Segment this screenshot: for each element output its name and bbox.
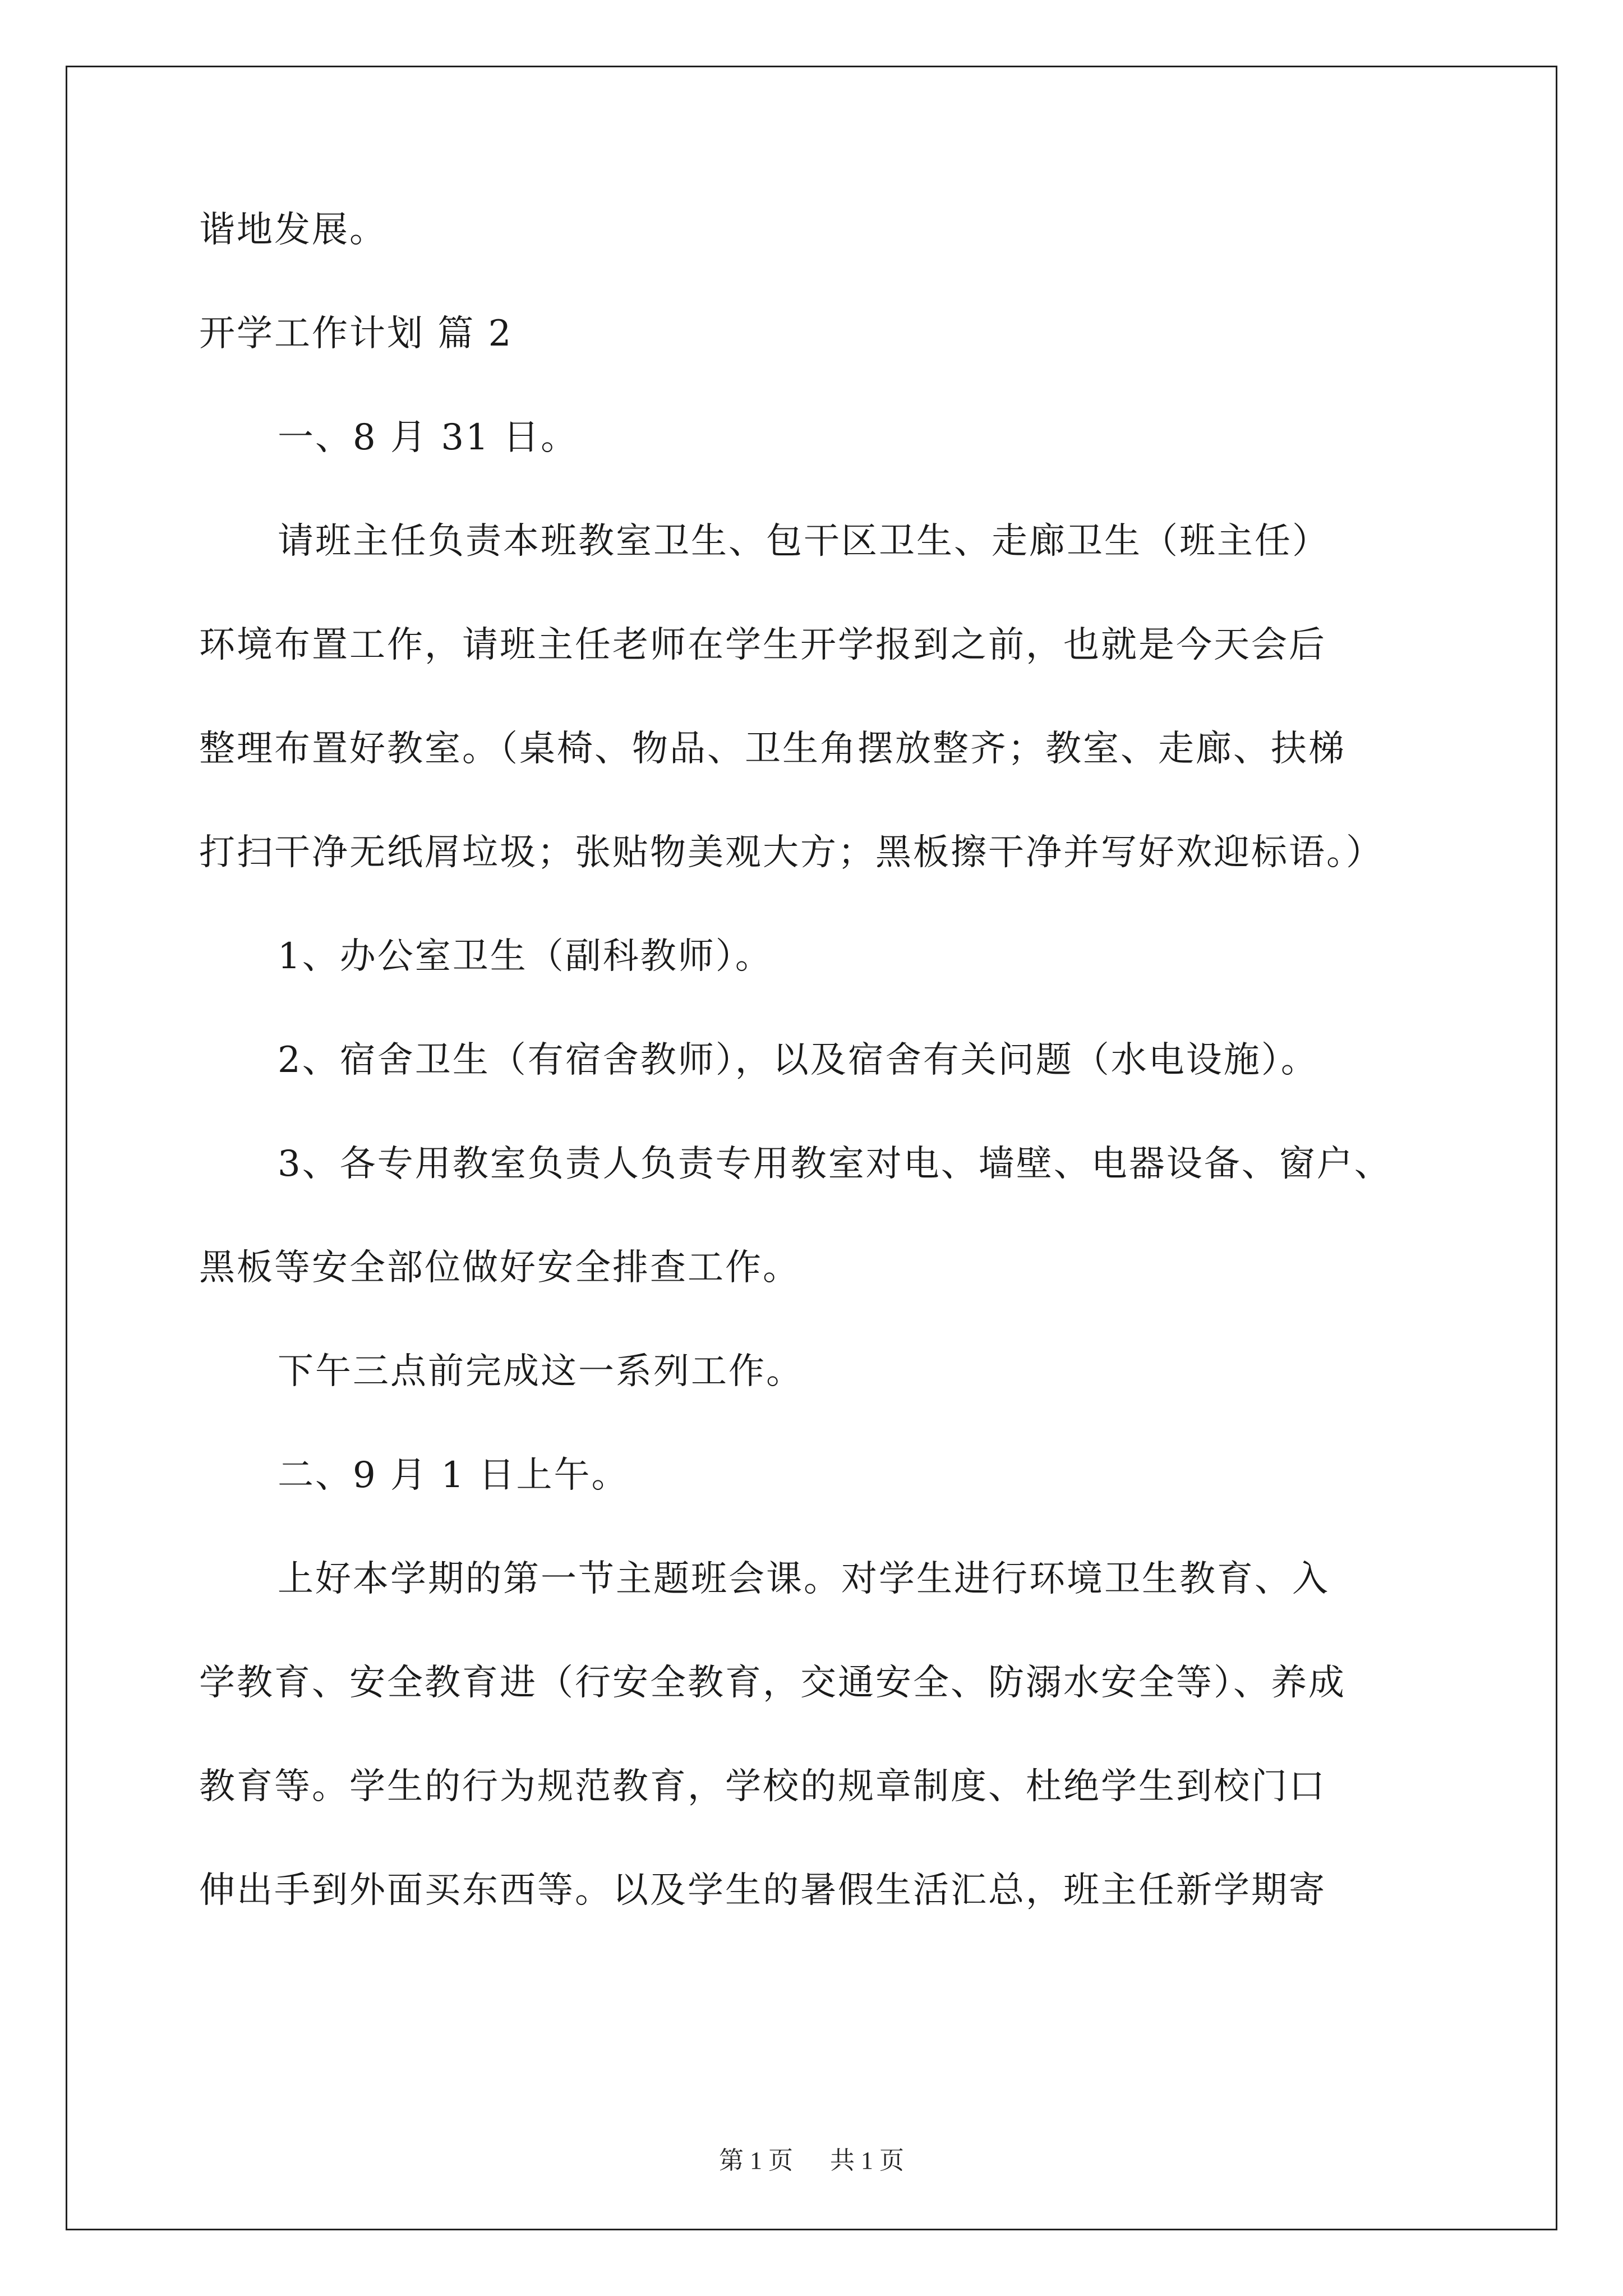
paragraph-line: 谐地发展。	[199, 209, 387, 251]
paragraph-line: 教育等。学生的行为规范教育，学校的规章制度、杜绝学生到校门口	[199, 1766, 1326, 1807]
page-footer	[0, 2140, 1623, 2176]
list-item: 2、宿舍卫生（有宿舍教师），以及宿舍有关问题（水电设施）。	[278, 1039, 1318, 1081]
paragraph-line: 请班主任负责本班教室卫生、包干区卫生、走廊卫生（班主任）	[278, 521, 1330, 562]
section-heading: 开学工作计划 篇 2	[199, 313, 513, 355]
list-item: 1、办公室卫生（副科教师）。	[278, 936, 773, 977]
paragraph-line: 伸出手到外面买东西等。以及学生的暑假生活汇总，班主任新学期寄	[199, 1870, 1326, 1911]
paragraph-line: 上好本学期的第一节主题班会课。对学生进行环境卫生教育、入	[278, 1558, 1330, 1600]
page-number: 第 1 页	[719, 2147, 793, 2174]
paragraph-line: 打扫干净无纸屑垃圾；张贴物美观大方；黑板擦干净并写好欢迎标语。）	[199, 832, 1384, 873]
paragraph-line: 整理布置好教室。（桌椅、物品、卫生角摆放整齐；教室、走廊、扶梯	[199, 728, 1346, 770]
list-heading: 二、9 月 1 日上午。	[278, 1455, 629, 1496]
document-body	[199, 202, 1427, 1966]
paragraph-line: 环境布置工作，请班主任老师在学生开学报到之前，也就是今天会后	[199, 624, 1326, 666]
paragraph-line: 下午三点前完成这一系列工作。	[278, 1351, 804, 1392]
paragraph-line: 黑板等安全部位做好安全排查工作。	[199, 1247, 800, 1289]
paragraph-line: 学教育、安全教育进（行安全教育，交通安全、防溺水安全等）、养成	[199, 1662, 1346, 1704]
page-total: 共 1 页	[830, 2147, 904, 2174]
list-heading: 一、8 月 31 日。	[278, 417, 579, 458]
list-item: 3、各专用教室负责人负责专用教室对电、墙壁、电器设备、窗户、	[278, 1143, 1392, 1185]
